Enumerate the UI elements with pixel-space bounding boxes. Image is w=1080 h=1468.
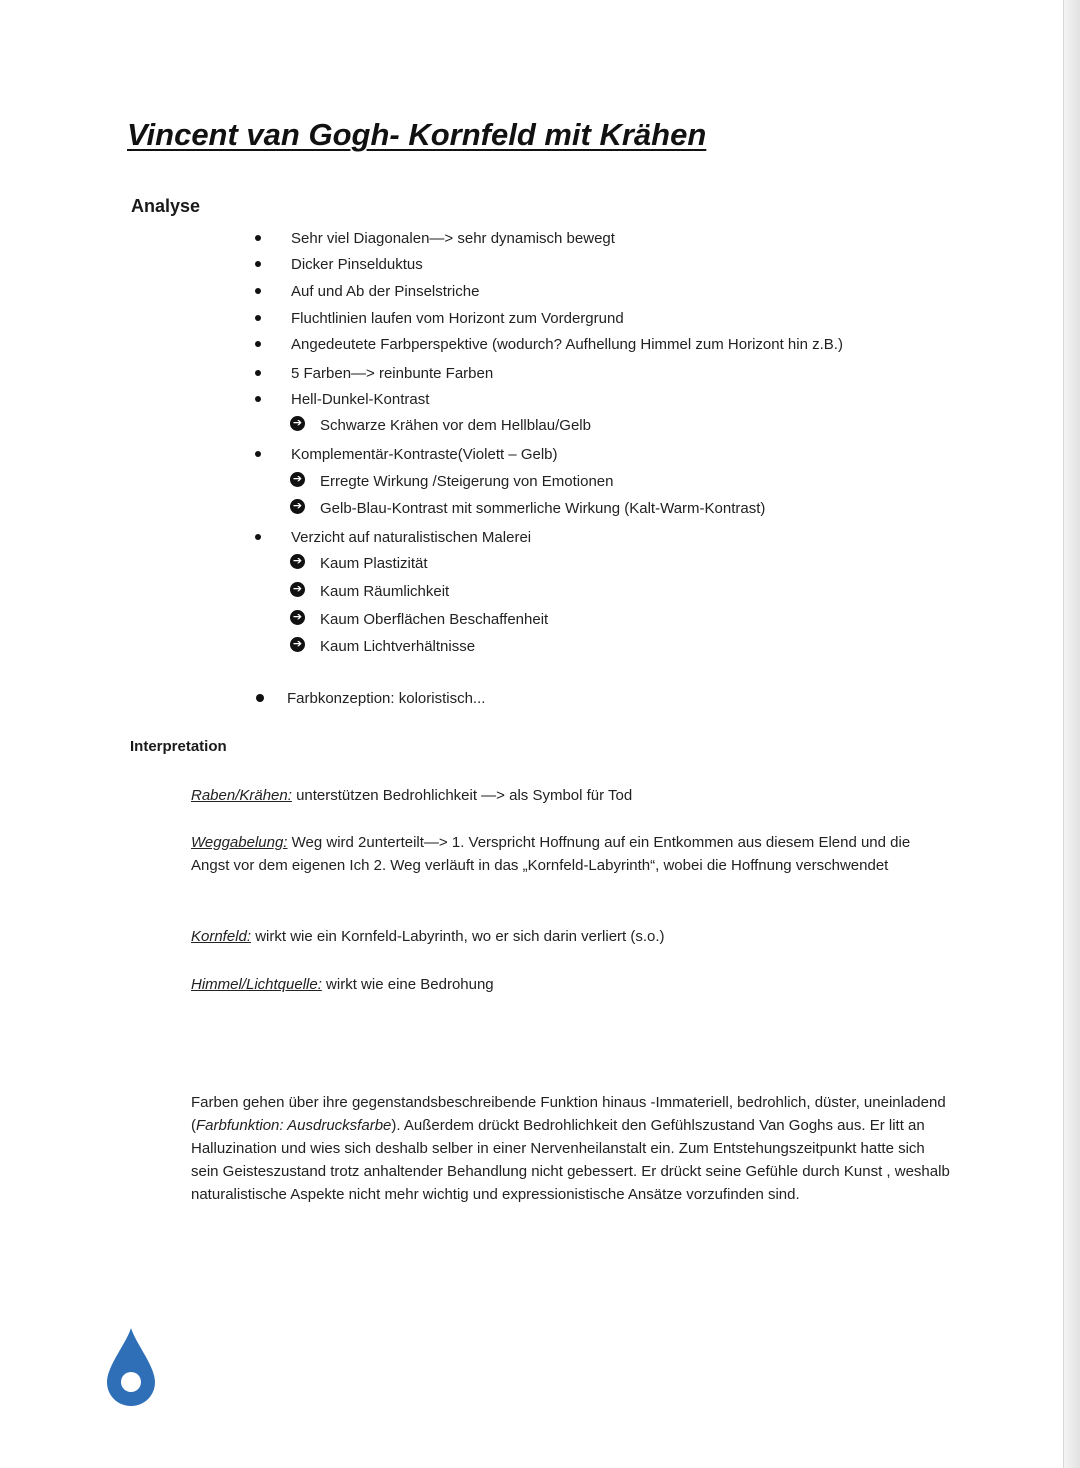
sub-list-item: Kaum Oberflächen Beschaffenheit: [320, 611, 549, 628]
list-item: Fluchtlinien laufen vom Horizont zum Vordergrund: [291, 310, 624, 327]
list-item: Verzicht auf naturalistischen Malerei: [291, 529, 532, 546]
farben-text-1: Farben gehen über ihre gegenstandsbeschreibende Funktion hinaus -Immateriell, bedrohlich, düster, uneinladend (: [191, 1094, 946, 1134]
sub-list-item: Kaum Plastizität: [320, 555, 428, 572]
bullet-icon: [256, 694, 264, 702]
water-drop-logo: [104, 1326, 158, 1408]
weggabelung-paragraph: [191, 831, 951, 877]
arrow-circle-icon: ➔: [290, 554, 305, 569]
bullet-icon: [255, 341, 261, 347]
interpretation-heading: Interpretation: [130, 738, 227, 755]
list-item: Komplementär-Kontraste(Violett – Gelb): [291, 446, 558, 463]
bullet-icon: [255, 315, 261, 321]
arrow-circle-icon: ➔: [290, 472, 305, 487]
list-item: Angedeutete Farbperspektive (wodurch? Aufhellung Himmel zum Horizont hin z.B.): [291, 336, 843, 353]
list-item: Auf und Ab der Pinselstriche: [291, 283, 480, 300]
sub-list-item: Kaum Lichtverhältnisse: [320, 638, 476, 655]
weggabelung-text: Weg wird 2unterteilt—> 1. Verspricht Hoffnung auf ein Entkommen aus diesem Elend und die Angst vor dem eigenen Ich 2. Weg verläuft in das „Kornfeld-Labyrinth“, wobei die Hoffnung verschwendet: [191, 834, 911, 874]
arrow-circle-icon: ➔: [290, 582, 305, 597]
weggabelung-term: Weggabelung:: [191, 834, 288, 851]
list-item: Farbkonzeption: koloristisch...: [287, 690, 486, 707]
analyse-heading: Analyse: [131, 196, 201, 216]
list-item: Sehr viel Diagonalen—> sehr dynamisch bewegt: [291, 230, 615, 247]
sub-list-item: Schwarze Krähen vor dem Hellblau/Gelb: [320, 417, 591, 434]
arrow-circle-icon: ➔: [290, 610, 305, 625]
list-item: 5 Farben—> reinbunte Farben: [291, 365, 494, 382]
raben-term: Raben/Krähen:: [191, 787, 292, 804]
bullet-icon: [255, 288, 261, 294]
sub-list-item: Kaum Räumlichkeit: [320, 583, 450, 600]
kornfeld-text: wirkt wie ein Kornfeld-Labyrinth, wo er sich darin verliert (s.o.): [251, 928, 665, 945]
arrow-circle-icon: ➔: [290, 637, 305, 652]
bullet-icon: [255, 396, 261, 402]
drop-hole: [121, 1372, 141, 1392]
bullet-icon: [255, 370, 261, 376]
bullet-icon: [255, 261, 261, 267]
sub-list-item: Erregte Wirkung /Steigerung von Emotionen: [320, 473, 614, 490]
himmel-text: wirkt wie eine Bedrohung: [321, 976, 494, 993]
farben-italic: Farbfunktion: Ausdrucksfarbe: [196, 1117, 392, 1134]
kornfeld-paragraph: [191, 925, 951, 948]
himmel-paragraph: [191, 973, 951, 996]
sub-list-item: Gelb-Blau-Kontrast mit sommerliche Wirkung (Kalt-Warm-Kontrast): [320, 500, 766, 517]
farben-paragraph: [191, 1091, 951, 1206]
raben-paragraph: [191, 784, 951, 807]
drop-shape: [107, 1328, 155, 1406]
kornfeld-term: Kornfeld:: [191, 928, 252, 945]
document-title: Vincent van Gogh- Kornfeld mit Krähen: [127, 117, 707, 152]
bullet-icon: [255, 534, 261, 540]
arrow-circle-icon: ➔: [290, 499, 305, 514]
arrow-circle-icon: ➔: [290, 416, 305, 431]
raben-text: unterstützen Bedrohlichkeit —> als Symbol für Tod: [291, 787, 633, 804]
himmel-term: Himmel/Lichtquelle:: [191, 976, 322, 993]
page-edge: [1063, 0, 1080, 1468]
bullet-icon: [255, 235, 261, 241]
bullet-icon: [255, 451, 261, 457]
farben-text-2: ). Außerdem drückt Bedrohlichkeit den Gefühlszustand Van Goghs aus. Er litt an Halluzination und wies sich deshalb selber in einer Nervenheilanstalt ein. Zum Entstehungszeitpunkt hatte sich sein Geisteszustand trotz anhaltender Behandlung nicht gebessert. Er drückt seine Gefühle durch Kunst , weshalb naturalistische Aspekte nicht mehr wichtig und expressionistische Ansätze vorzufinden sind.: [191, 1117, 950, 1203]
list-item: Dicker Pinselduktus: [291, 256, 423, 273]
list-item: Hell-Dunkel-Kontrast: [291, 391, 430, 408]
